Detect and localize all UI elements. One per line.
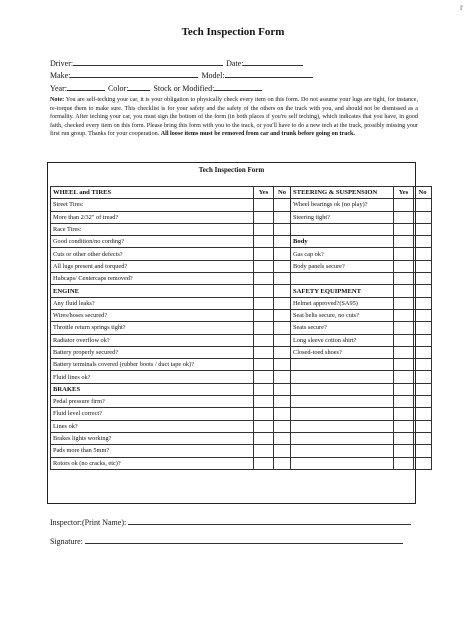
- right-item-label: [291, 273, 394, 285]
- table-row: [51, 211, 432, 223]
- left-yes-checkbox[interactable]: [254, 322, 274, 334]
- left-item-label: Pedal pressure firm?: [51, 396, 254, 408]
- right-item-label: [291, 359, 394, 371]
- left-yes-checkbox[interactable]: [254, 285, 274, 297]
- left-no-checkbox[interactable]: [274, 396, 291, 408]
- note-bold-text: All loose items must be removed from car and trunk before going on track.: [160, 131, 355, 138]
- left-no-checkbox[interactable]: [274, 334, 291, 346]
- table-row: [51, 408, 432, 420]
- table-row: [51, 260, 432, 272]
- table-row: [51, 334, 432, 346]
- table-row: [51, 199, 432, 211]
- tech-inspection-box: [47, 162, 427, 504]
- right-yes-checkbox[interactable]: [394, 432, 414, 444]
- left-item-label: Hubcaps/ Centercaps removed?: [51, 273, 254, 285]
- right-yes-checkbox[interactable]: [394, 285, 414, 297]
- right-yes-checkbox[interactable]: [394, 199, 414, 211]
- table-row: [51, 285, 432, 297]
- right-no-checkbox[interactable]: [414, 371, 432, 383]
- left-item-label: Good condition/no cording?: [51, 236, 254, 248]
- right-no-checkbox[interactable]: [414, 322, 432, 334]
- year-field[interactable]: [67, 83, 105, 91]
- signature-row: [50, 536, 406, 546]
- driver-date-row: [50, 58, 306, 68]
- left-item-label: Cuts or other other defects?: [51, 248, 254, 260]
- right-yes-checkbox[interactable]: [394, 383, 414, 395]
- left-yes-checkbox[interactable]: [254, 199, 274, 211]
- right-yes-checkbox[interactable]: [394, 371, 414, 383]
- inspector-name-field[interactable]: [128, 517, 411, 525]
- right-yes-checkbox[interactable]: [394, 359, 414, 371]
- left-yes-checkbox[interactable]: [254, 236, 274, 248]
- right-no-checkbox[interactable]: [414, 273, 432, 285]
- left-item-label: Fluid lines ok?: [51, 371, 254, 383]
- table-row: [51, 273, 432, 285]
- left-item-label: More than 2/32" of tread?: [51, 211, 254, 223]
- left-no-checkbox[interactable]: [274, 285, 291, 297]
- right-no-checkbox[interactable]: [414, 334, 432, 346]
- right-item-label: Body: [291, 236, 394, 248]
- left-no-checkbox[interactable]: [274, 346, 291, 358]
- signature-label: Signature:: [50, 537, 83, 546]
- right-no-checkbox[interactable]: [414, 223, 432, 235]
- driver-field[interactable]: [73, 58, 223, 66]
- right-item-label: [291, 371, 394, 383]
- table-row: [51, 432, 432, 444]
- yes-header-left: Yes: [254, 187, 274, 199]
- left-item-label: Rotors ok (no cracks, etc)?: [51, 457, 254, 469]
- left-item-label: Brakes lights working?: [51, 432, 254, 444]
- right-no-checkbox[interactable]: [414, 346, 432, 358]
- left-no-checkbox[interactable]: [274, 236, 291, 248]
- table-row: [51, 445, 432, 457]
- right-item-label: Steering tight?: [291, 211, 394, 223]
- make-label: Make:: [50, 71, 71, 80]
- right-item-label: Helmet approved?(SA95): [291, 297, 394, 309]
- right-yes-checkbox[interactable]: [394, 346, 414, 358]
- right-yes-checkbox[interactable]: [394, 223, 414, 235]
- note-text: You are self-teching your car, it is your obligation to physically check every item on this form. Do not assume your lugs are tight, for instance, re-torque them to make sure. This checklist is for your safety and the safety of the others on the track with you, and should not be dismissed as a formality. After teching your car, you must sign the bottom of the form (in both places if you're self teching), which indicates that you have, in good faith, checked every item on this form. Please bring this form with you to the track, or you'll have to do a new tech at the track, possibly missing your first run group. Thanks for your cooperation.: [50, 97, 418, 138]
- signature-field[interactable]: [85, 536, 403, 544]
- right-yes-checkbox[interactable]: [394, 273, 414, 285]
- left-item-label: Battery terminals covered (rubber boots / duct tape ok)?: [51, 359, 254, 371]
- right-item-label: Closed-toed shoes?: [291, 346, 394, 358]
- right-no-checkbox[interactable]: [414, 408, 432, 420]
- left-yes-checkbox[interactable]: [254, 371, 274, 383]
- right-item-label: [291, 383, 394, 395]
- right-item-label: Seat belts secure, no cuts?: [291, 309, 394, 321]
- left-yes-checkbox[interactable]: [254, 297, 274, 309]
- inspector-label: Inspector:(Print Name):: [50, 518, 127, 527]
- right-no-checkbox[interactable]: [414, 211, 432, 223]
- left-no-checkbox[interactable]: [274, 457, 291, 469]
- right-yes-checkbox[interactable]: [394, 445, 414, 457]
- right-yes-checkbox[interactable]: [394, 322, 414, 334]
- table-row: [51, 297, 432, 309]
- table-row: [51, 346, 432, 358]
- year-color-stock-row: [50, 83, 265, 93]
- right-yes-checkbox[interactable]: [394, 457, 414, 469]
- left-yes-checkbox[interactable]: [254, 457, 274, 469]
- stock-label: Stock or Modified:: [153, 84, 215, 93]
- table-row: [51, 223, 432, 235]
- right-item-label: [291, 432, 394, 444]
- page-title: Tech Inspection Form: [181, 26, 285, 38]
- no-header-right: No: [414, 187, 432, 199]
- left-no-checkbox[interactable]: [274, 260, 291, 272]
- right-no-checkbox[interactable]: [414, 199, 432, 211]
- left-yes-checkbox[interactable]: [254, 273, 274, 285]
- right-no-checkbox[interactable]: [414, 383, 432, 395]
- right-item-label: [291, 396, 394, 408]
- note-paragraph: [50, 96, 418, 139]
- left-item-label: Throttle return springs tight?: [51, 322, 254, 334]
- corner-mark: r: [460, 2, 463, 12]
- right-item-label: SAFETY EQUIPMENT: [291, 285, 394, 297]
- right-item-label: [291, 420, 394, 432]
- left-item-label: Pads more than 5mm?: [51, 445, 254, 457]
- left-yes-checkbox[interactable]: [254, 396, 274, 408]
- right-yes-checkbox[interactable]: [394, 408, 414, 420]
- right-no-checkbox[interactable]: [414, 248, 432, 260]
- left-no-checkbox[interactable]: [274, 432, 291, 444]
- left-item-label: Battery properly secured?: [51, 346, 254, 358]
- right-yes-checkbox[interactable]: [394, 309, 414, 321]
- make-field[interactable]: [70, 70, 198, 78]
- right-no-checkbox[interactable]: [414, 285, 432, 297]
- color-field[interactable]: [128, 83, 150, 91]
- right-yes-checkbox[interactable]: [394, 211, 414, 223]
- right-item-label: [291, 445, 394, 457]
- right-yes-checkbox[interactable]: [394, 260, 414, 272]
- left-yes-checkbox[interactable]: [254, 223, 274, 235]
- table-row: [51, 359, 432, 371]
- driver-label: Driver:: [50, 59, 74, 68]
- left-item-label: Any fluid leaks?: [51, 297, 254, 309]
- left-yes-checkbox[interactable]: [254, 383, 274, 395]
- left-item-label: Street Tires:: [51, 199, 254, 211]
- table-row: [51, 371, 432, 383]
- right-yes-checkbox[interactable]: [394, 420, 414, 432]
- yes-header-right: Yes: [394, 187, 414, 199]
- left-no-checkbox[interactable]: [274, 420, 291, 432]
- left-no-checkbox[interactable]: [274, 211, 291, 223]
- left-yes-checkbox[interactable]: [254, 420, 274, 432]
- right-no-checkbox[interactable]: [414, 432, 432, 444]
- make-model-row: [50, 70, 316, 80]
- left-item-label: ENGINE: [51, 285, 254, 297]
- date-field[interactable]: [243, 58, 303, 66]
- right-no-checkbox[interactable]: [414, 457, 432, 469]
- right-item-label: Wheel bearings ok (no play)?: [291, 199, 394, 211]
- right-no-checkbox[interactable]: [414, 297, 432, 309]
- right-item-label: Gas cap ok?: [291, 248, 394, 260]
- table-row: [51, 309, 432, 321]
- right-yes-checkbox[interactable]: [394, 396, 414, 408]
- right-item-label: [291, 223, 394, 235]
- inspector-row: [50, 517, 414, 527]
- table-row: [51, 236, 432, 248]
- left-yes-checkbox[interactable]: [254, 260, 274, 272]
- left-yes-checkbox[interactable]: [254, 248, 274, 260]
- left-yes-checkbox[interactable]: [254, 432, 274, 444]
- left-item-label: All lugs present and torqued?: [51, 260, 254, 272]
- left-yes-checkbox[interactable]: [254, 334, 274, 346]
- left-no-checkbox[interactable]: [274, 223, 291, 235]
- right-no-checkbox[interactable]: [414, 396, 432, 408]
- right-item-label: Body panels secure?: [291, 260, 394, 272]
- right-no-checkbox[interactable]: [414, 359, 432, 371]
- color-label: Color:: [107, 84, 129, 93]
- left-no-checkbox[interactable]: [274, 445, 291, 457]
- left-yes-checkbox[interactable]: [254, 309, 274, 321]
- model-field[interactable]: [225, 70, 313, 78]
- left-no-checkbox[interactable]: [274, 322, 291, 334]
- right-item-label: Seats secure?: [291, 322, 394, 334]
- left-no-checkbox[interactable]: [274, 383, 291, 395]
- no-header-left: No: [274, 187, 291, 199]
- right-no-checkbox[interactable]: [414, 445, 432, 457]
- left-no-checkbox[interactable]: [274, 273, 291, 285]
- right-no-checkbox[interactable]: [414, 309, 432, 321]
- right-no-checkbox[interactable]: [414, 236, 432, 248]
- model-label: Model:: [201, 71, 225, 80]
- left-item-label: Radiator overflow ok?: [51, 334, 254, 346]
- stock-field[interactable]: [214, 83, 262, 91]
- right-item-label: Long sleeve cotton shirt?: [291, 334, 394, 346]
- right-yes-checkbox[interactable]: [394, 297, 414, 309]
- inspection-table: [50, 186, 432, 470]
- left-item-label: Race Tires:: [51, 223, 254, 235]
- left-yes-checkbox[interactable]: [254, 359, 274, 371]
- note-label: Note:: [50, 97, 65, 103]
- steering-suspension-header: STEERING & SUSPENSION: [291, 187, 394, 199]
- table-row: [51, 457, 432, 469]
- left-no-checkbox[interactable]: [274, 408, 291, 420]
- year-label: Year:: [50, 84, 67, 93]
- left-item-label: Fluid level correct?: [51, 408, 254, 420]
- table-title: Tech Inspection Form: [198, 166, 265, 174]
- left-item-label: Lines ok?: [51, 420, 254, 432]
- table-header-row: [51, 187, 432, 199]
- table-row: [51, 383, 432, 395]
- left-no-checkbox[interactable]: [274, 199, 291, 211]
- date-label: Date:: [226, 59, 244, 68]
- table-row: [51, 420, 432, 432]
- left-item-label: BRAKES: [51, 383, 254, 395]
- right-yes-checkbox[interactable]: [394, 334, 414, 346]
- left-no-checkbox[interactable]: [274, 309, 291, 321]
- left-no-checkbox[interactable]: [274, 297, 291, 309]
- left-no-checkbox[interactable]: [274, 371, 291, 383]
- wheel-tires-header: WHEEL and TIRES: [51, 187, 254, 199]
- right-yes-checkbox[interactable]: [394, 248, 414, 260]
- left-yes-checkbox[interactable]: [254, 408, 274, 420]
- right-yes-checkbox[interactable]: [394, 236, 414, 248]
- right-item-label: [291, 408, 394, 420]
- left-item-label: Wires/hoses secured?: [51, 309, 254, 321]
- left-yes-checkbox[interactable]: [254, 346, 274, 358]
- left-no-checkbox[interactable]: [274, 359, 291, 371]
- right-no-checkbox[interactable]: [414, 420, 432, 432]
- table-row: [51, 396, 432, 408]
- left-no-checkbox[interactable]: [274, 248, 291, 260]
- table-row: [51, 322, 432, 334]
- right-no-checkbox[interactable]: [414, 260, 432, 272]
- left-yes-checkbox[interactable]: [254, 445, 274, 457]
- table-row: [51, 248, 432, 260]
- left-yes-checkbox[interactable]: [254, 211, 274, 223]
- right-item-label: [291, 457, 394, 469]
